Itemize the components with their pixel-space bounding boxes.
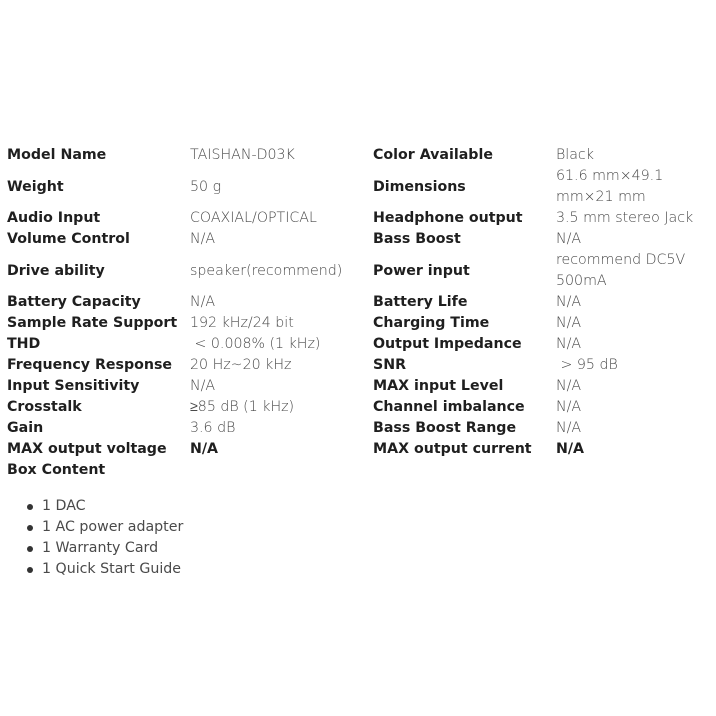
spec-label: Dimensions (373, 178, 466, 195)
spec-label: Audio Input (7, 210, 101, 226)
spec-label: MAX output current (373, 441, 532, 457)
spec-label: Output Impedance (373, 336, 522, 352)
spec-value: N/A (556, 441, 585, 457)
spec-value: 61.6 mm×49.1 mm×21 mm (556, 168, 664, 205)
spec-label: Battery Capacity (7, 294, 141, 310)
box-content-title: Box Content (7, 462, 106, 478)
spec-label: Drive ability (7, 262, 105, 279)
spec-value: 50 g (190, 178, 222, 195)
spec-label: Power input (373, 262, 470, 279)
spec-label: Headphone output (373, 210, 523, 226)
spec-value: N/A (556, 420, 582, 436)
list-item-text: 1 Warranty Card (42, 540, 159, 556)
spec-label: Sample Rate Support (7, 315, 178, 331)
bullet-icon (27, 504, 33, 510)
spec-value: N/A (556, 231, 582, 247)
spec-row (7, 418, 712, 439)
spec-value: < 0.008% (1 kHz) (190, 336, 321, 352)
spec-value: N/A (556, 399, 582, 415)
spec-value: > 95 dB (556, 357, 618, 373)
spec-row (7, 229, 712, 250)
spec-value: N/A (190, 378, 216, 394)
spec-value: 3.6 dB (190, 420, 236, 436)
spec-label: Battery Life (373, 294, 468, 310)
list-item-text: 1 AC power adapter (42, 519, 184, 535)
spec-row (7, 145, 712, 166)
spec-row (7, 397, 712, 418)
bullet-icon (27, 567, 33, 573)
spec-value: 192 kHz/24 bit (190, 315, 294, 331)
spec-value: N/A (190, 294, 216, 310)
spec-label: Charging Time (373, 315, 490, 331)
spec-row (7, 334, 712, 355)
list-item (0, 538, 183, 559)
spec-value: recommend DC5V 500mA (556, 252, 686, 289)
list-item (0, 517, 183, 538)
spec-row (7, 313, 712, 334)
spec-label: Channel imbalance (373, 399, 525, 415)
spec-value: Black (556, 147, 594, 163)
spec-value: N/A (190, 441, 219, 457)
spec-label: MAX input Level (373, 378, 504, 394)
spec-value: N/A (556, 336, 582, 352)
spec-value: 20 Hz~20 kHz (190, 357, 292, 373)
spec-label: Bass Boost Range (373, 420, 517, 436)
spec-label: THD (7, 336, 41, 352)
spec-value: N/A (190, 231, 216, 247)
spec-label: Bass Boost (373, 231, 461, 247)
spec-label: Model Name (7, 147, 107, 163)
spec-value: speaker(recommend) (190, 262, 343, 279)
spec-value: TAISHAN-D03K (190, 147, 295, 163)
spec-row (7, 292, 712, 313)
spec-label: SNR (373, 357, 407, 373)
spec-row (7, 439, 712, 460)
list-item (0, 559, 183, 580)
spec-label: Crosstalk (7, 399, 82, 415)
spec-row (7, 208, 712, 229)
list-item-text: 1 DAC (42, 498, 86, 514)
spec-row (7, 250, 712, 292)
spec-label: Gain (7, 420, 44, 436)
spec-value: ≥85 dB (1 kHz) (190, 399, 295, 415)
spec-label: MAX output voltage (7, 441, 167, 457)
spec-label: Frequency Response (7, 357, 173, 373)
list-item (0, 496, 183, 517)
spec-label: Input Sensitivity (7, 378, 140, 394)
spec-value: N/A (556, 315, 582, 331)
spec-value: COAXIAL/OPTICAL (190, 210, 317, 226)
spec-row (7, 376, 712, 397)
bullet-icon (27, 546, 33, 552)
spec-label: Color Available (373, 147, 493, 163)
bullet-icon (27, 525, 33, 531)
spec-table (7, 145, 712, 460)
spec-value: 3.5 mm stereo Jack (556, 210, 694, 226)
list-item-text: 1 Quick Start Guide (42, 561, 181, 577)
spec-label: Weight (7, 178, 64, 195)
spec-value: N/A (556, 378, 582, 394)
spec-value: N/A (556, 294, 582, 310)
box-content-list (0, 496, 183, 580)
spec-row (7, 166, 712, 208)
spec-label: Volume Control (7, 231, 130, 247)
spec-row (7, 355, 712, 376)
